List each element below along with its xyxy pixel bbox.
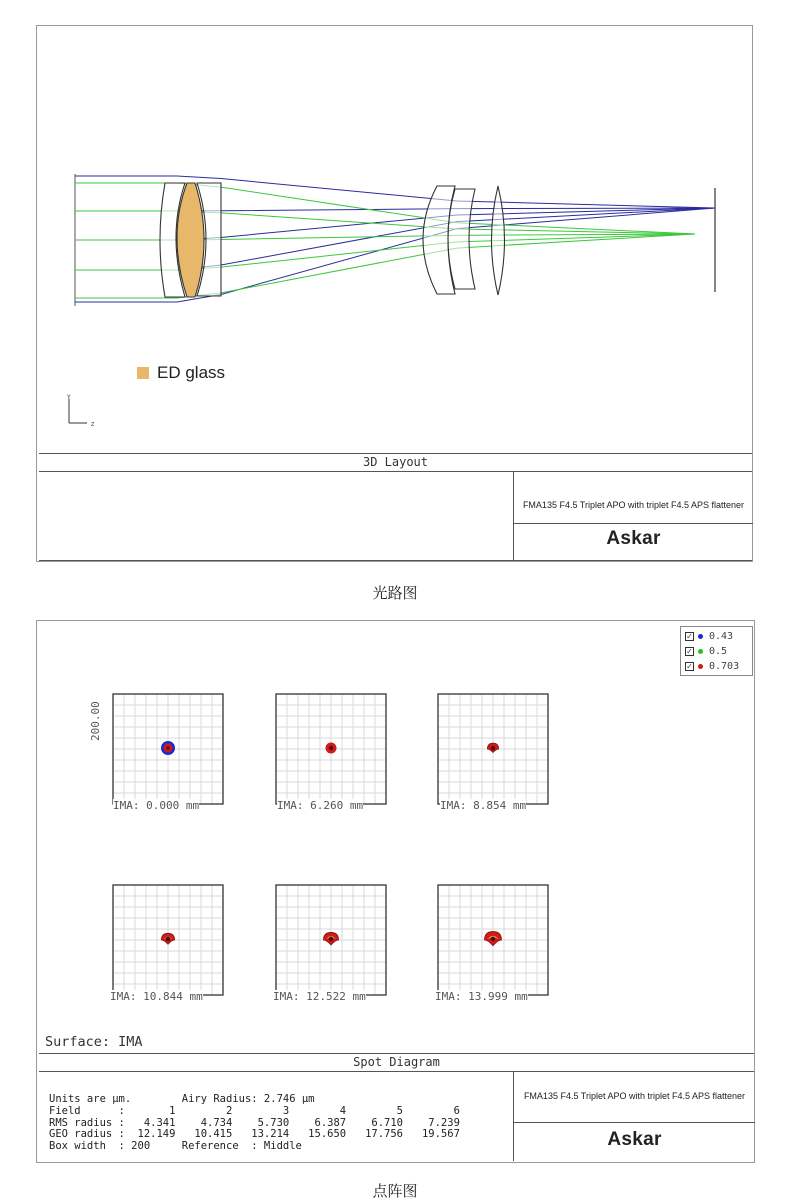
layout-info-frame bbox=[39, 471, 752, 561]
spot-info-frame bbox=[39, 1071, 754, 1161]
spot-label-1: IMA: 0.000 mm bbox=[113, 799, 200, 812]
layout-caption: 光路图 bbox=[372, 585, 418, 602]
spot-brand-logo: Askar bbox=[607, 1129, 662, 1150]
data-line-field: Field : 1 2 3 4 5 6 bbox=[49, 1104, 460, 1117]
spot-core bbox=[491, 937, 495, 941]
wavelength-legend bbox=[680, 626, 753, 676]
surface-label: Surface: IMA bbox=[45, 1034, 143, 1050]
optical-layout-drawing bbox=[37, 26, 752, 451]
spot-box-1 bbox=[112, 693, 224, 810]
spot-caption: 点阵图 bbox=[372, 1183, 418, 1200]
ed-glass-label: ED glass bbox=[157, 363, 226, 382]
spot-label-5: IMA: 12.522 mm bbox=[273, 990, 366, 1003]
spot-box-3 bbox=[437, 693, 549, 810]
spot-box-2 bbox=[275, 693, 387, 810]
legend-label-3: 0.703 bbox=[709, 661, 740, 672]
spot-core bbox=[329, 746, 333, 750]
spot-label-6: IMA: 13.999 mm bbox=[435, 990, 528, 1003]
legend-checkbox-3[interactable]: ✓ bbox=[686, 662, 693, 671]
layout-description: FMA135 F4.5 Triplet APO with triplet F4.5 APS flattener bbox=[514, 471, 753, 524]
spot-scale-label: 200.00 bbox=[89, 701, 102, 741]
spot-core bbox=[491, 746, 495, 750]
legend-row-2[interactable] bbox=[685, 646, 727, 657]
layout-brand-logo: Askar bbox=[606, 528, 661, 549]
spot-title-bar bbox=[39, 1053, 754, 1072]
legend-label-1: 0.43 bbox=[709, 631, 734, 642]
spot-title: Spot Diagram bbox=[353, 1055, 440, 1069]
svg-text:Z: Z bbox=[91, 422, 95, 428]
layout-title-bar bbox=[39, 453, 752, 472]
legend-dot-2 bbox=[698, 649, 703, 654]
legend-row-1[interactable] bbox=[685, 631, 733, 642]
layout-title: 3D Layout bbox=[362, 455, 429, 469]
spot-label-2: IMA: 6.260 mm bbox=[277, 799, 364, 812]
spot-label-3: IMA: 8.854 mm bbox=[440, 799, 527, 812]
legend-dot-3 bbox=[698, 664, 703, 669]
flattener-lens-2 bbox=[448, 189, 475, 289]
ed-glass-legend bbox=[137, 363, 225, 383]
legend-row-3[interactable] bbox=[685, 661, 739, 672]
legend-checkbox-2[interactable]: ✓ bbox=[686, 647, 693, 656]
spot-core bbox=[166, 937, 170, 941]
spot-label-4: IMA: 10.844 mm bbox=[110, 990, 203, 1003]
data-line-box: Box width : 200 Reference : Middle bbox=[49, 1140, 302, 1153]
layout-info-box bbox=[513, 471, 752, 560]
spot-box-6 bbox=[437, 884, 549, 1001]
spot-box-5 bbox=[275, 884, 387, 1001]
data-line-geo: GEO radius : 12.149 10.415 13.214 15.650 17.756 19.567 bbox=[49, 1128, 460, 1141]
legend-checkbox-1[interactable]: ✓ bbox=[686, 632, 693, 641]
spot-panel bbox=[36, 620, 755, 1163]
spot-data-table bbox=[49, 1094, 460, 1153]
data-line-rms: RMS radius : 4.341 4.734 5.730 6.387 6.710 7.239 bbox=[49, 1116, 460, 1129]
spot-core bbox=[329, 937, 333, 941]
spot-core bbox=[166, 746, 170, 750]
data-line-units: Units are μm. Airy Radius: 2.746 μm bbox=[49, 1093, 315, 1105]
layout-panel bbox=[36, 25, 753, 562]
legend-dot-1 bbox=[698, 634, 703, 639]
ed-glass-swatch bbox=[137, 367, 149, 379]
spot-box-4 bbox=[112, 884, 224, 1001]
spot-description: FMA135 F4.5 Triplet APO with triplet F4.5 APS flattener bbox=[514, 1071, 755, 1123]
legend-label-2: 0.5 bbox=[709, 646, 728, 657]
svg-text:Y: Y bbox=[67, 394, 71, 401]
spot-info-box bbox=[513, 1071, 754, 1161]
